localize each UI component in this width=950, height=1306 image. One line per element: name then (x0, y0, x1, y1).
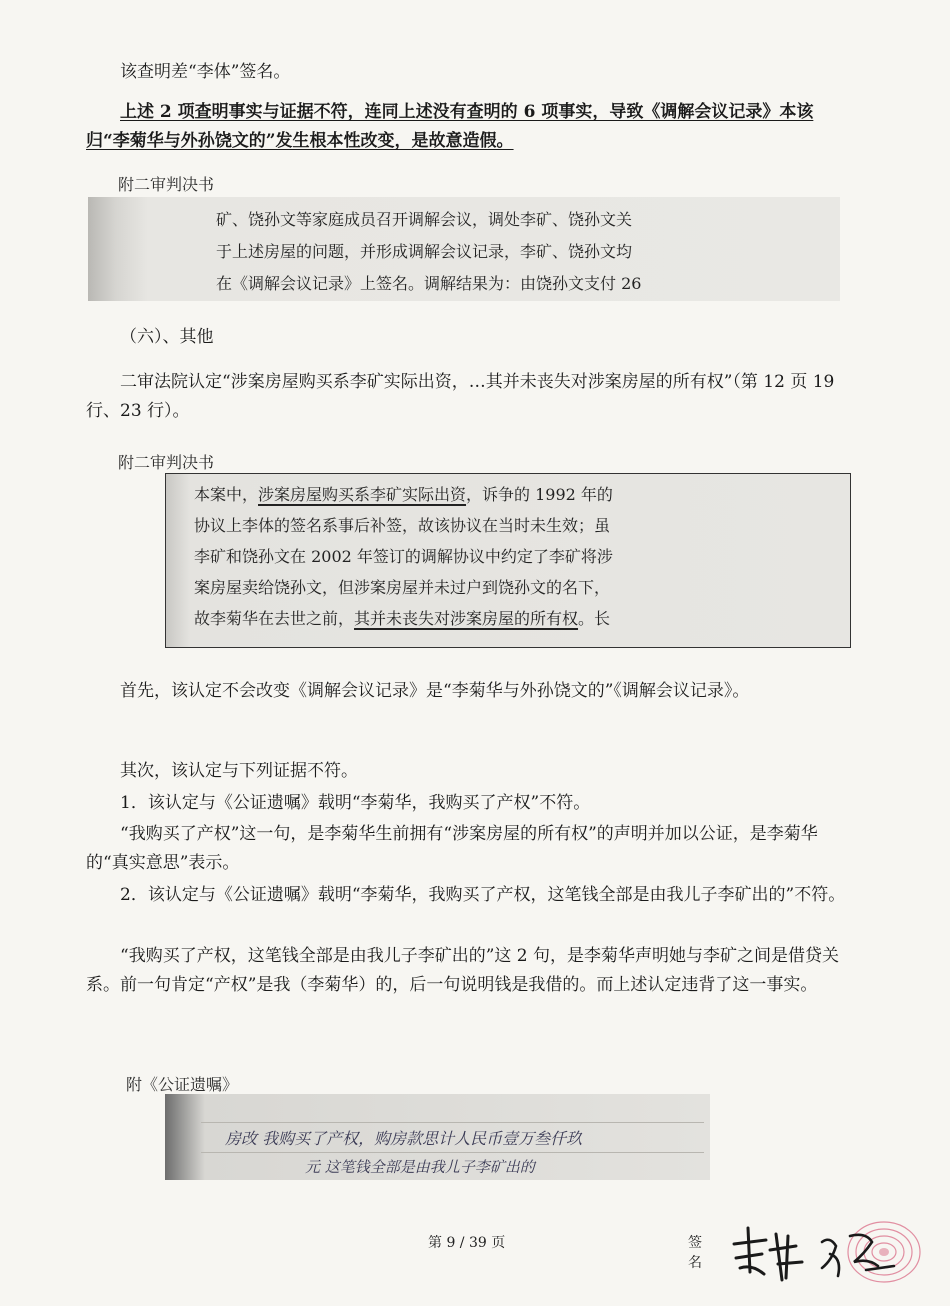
attachment-label-judgment-1: 附二审判决书 (118, 175, 215, 194)
page-number: 第 9 / 39 页 (428, 1235, 506, 1251)
handwritten-line: 房改 我购买了产权，购房款思计人民币壹万叁仟玖 (225, 1129, 583, 1148)
excerpt-line: 案房屋卖给饶孙文，但涉案房屋并未过户到饶孙文的名下， (194, 578, 611, 597)
paragraph-court-finding: 二审法院认定“涉案房屋购买系李矿实际出资，…其并未丧失对涉案房屋的所有权”（第 12 页 19 行、23 行）。 (86, 372, 835, 421)
paragraph-item-1: 1．该认定与《公证遗嘱》载明“李菊华，我购买了产权”不符。 (120, 793, 591, 813)
ruled-line (201, 1152, 704, 1153)
notarized-will-handwriting-scan (165, 1094, 710, 1180)
signature-label: 签名 (688, 1235, 702, 1271)
excerpt-text: 。长 (578, 609, 611, 628)
paragraph-conclusion-bold: 上述 2 项查明事实与证据不符，连同上述没有查明的 6 项事实，导致《调解会议记录》本该归“李菊华与外孙饶文的”发生根本性改变，是故意造假。 (86, 102, 814, 151)
excerpt-line: 李矿和饶孙文在 2002 年签订的调解协议中约定了李矿将涉 (194, 547, 613, 566)
paragraph-signature-note: 该查明差“李体”签名。 (120, 62, 291, 82)
paragraph-item-2: 2．该认定与《公证遗嘱》载明“李菊华，我购买了产权，这笔钱全部是由我儿子李矿出的”不符。 (120, 885, 846, 905)
paragraph-first-point: 首先，该认定不会改变《调解会议记录》是“李菊华与外孙饶文的”《调解会议记录》。 (120, 681, 750, 701)
excerpt-line: 协议上李体的签名系事后补签，故该协议在当时未生效；虽 (194, 516, 611, 535)
excerpt-line: 矿、饶孙文等家庭成员召开调解会议，调处李矿、饶孙文关 (216, 210, 633, 229)
excerpt-underlined-text: 涉案房屋购买系李矿实际出资 (258, 485, 467, 504)
excerpt-text: 本案中， (194, 485, 259, 504)
judgment-excerpt-scan-1 (88, 197, 840, 301)
excerpt-line: 在《调解会议记录》上签名。调解结果为：由饶孙文支付 26 (216, 274, 642, 293)
paragraph-item-2-explanation: “我购买了产权，这笔钱全部是由我儿子李矿出的”这 2 句，是李菊华声明她与李矿之间是借贷关系。前一句肯定“产权”是我（李菊华）的，后一句说明钱是我借的。而上述认定违背了这一事实。 (86, 946, 840, 995)
signature-icon (726, 1206, 936, 1290)
excerpt-underlined-text: 其并未丧失对涉案房屋的所有权 (354, 609, 579, 628)
excerpt-text: 故李菊华在去世之前， (194, 609, 355, 628)
attachment-label-judgment-2: 附二审判决书 (118, 453, 215, 472)
handwritten-line: 元 这笔钱全部是由我儿子李矿出的 (305, 1158, 535, 1176)
paragraph-item-1-explanation: “我购买了产权”这一句，是李菊华生前拥有“涉案房屋的所有权”的声明并加以公证，是李菊华的“真实意思”表示。 (86, 824, 818, 873)
paragraph-second-point: 其次，该认定与下列证据不符。 (120, 761, 358, 781)
excerpt-line: 于上述房屋的问题，并形成调解会议记录，李矿、饶孙文均 (216, 242, 633, 261)
excerpt-line (194, 606, 610, 629)
ruled-line (201, 1122, 704, 1123)
judgment-excerpt-scan-2 (165, 473, 851, 648)
excerpt-line (194, 482, 613, 505)
excerpt-text: ，诉争的 1992 年的 (466, 485, 613, 504)
attachment-label-notarized-will: 附《公证遗嘱》 (126, 1075, 239, 1094)
section-heading-other: （六）、其他 (120, 327, 214, 347)
